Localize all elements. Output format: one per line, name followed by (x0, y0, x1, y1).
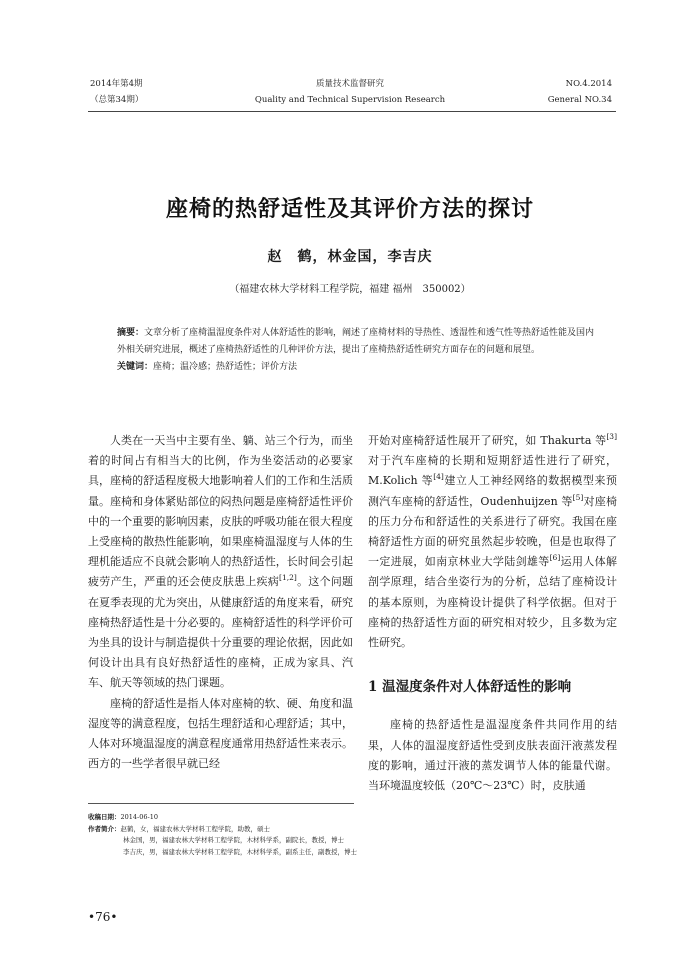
journal-title-en: Quality and Technical Supervision Research (254, 95, 446, 105)
footnote-divider (88, 803, 354, 804)
citation: [5] (572, 492, 584, 502)
citation: [4] (433, 472, 444, 482)
abstract-text: 文章分析了座椅温湿度条件对人体舒适性的影响，阐述了座椅材料的导热性、透湿性和透气性等热舒适性能及国内外相关研究进展，概述了座椅热舒适性的几种评价方法，提出了座椅热舒适性研究方面存在的问题和展望。 (117, 328, 595, 355)
paragraph-text: 对于汽车座椅的长期和短期舒适性进行了研究，M.Kolich 等 (368, 454, 617, 488)
paragraph-text: 建立人工神经网络的数据模型来预测汽车座椅的舒适性，Oudenhuijzen 等 (368, 474, 618, 508)
paragraph (368, 431, 617, 653)
paragraph: 座椅的舒适性是指人体对座椅的软、硬、角度和温湿度等的满意程度，包括生理舒适和心理舒适；其中，人体对环境温湿度的满意程度通常用热舒适性来表示。西方的一些学者很早就已经 (88, 696, 353, 771)
running-header-right (548, 76, 612, 108)
paragraph-text: 人类在一天当中主要有坐、躺、站三个行为，而坐着的时间占有相当大的比例，作为坐姿活动的必要家具，座椅的舒适程度极大地影响着人们的工作和生活质量。座椅和身体紧贴部位的闷热问题是座椅舒适性评价中的一个重要的影响因素，皮肤的呼吸功能在很大程度上受座椅的散热性能影响，如果座椅温湿度与人体的生理机能适应不良就会影响人的热舒适性，长时间会引起疲劳产生，严重的还会使皮肤患上疾病 (88, 434, 353, 589)
journal-title-cn: 质量技术监督研究 (315, 79, 384, 89)
paragraph-text: 运用人体解剖学原理，结合坐姿行为的分析，总结了座椅设计的基本原则，为座椅设计提供了科学依据。但对于座椅的热舒适性方面的研究相对较少，且多数为定性研究。 (368, 555, 618, 650)
total-issue: （总第34期） (90, 95, 144, 105)
author-list: 赵 鹤，林金国，李吉庆 (267, 249, 433, 265)
body-column-left (88, 431, 353, 774)
year-issue: 2014年第4期 (90, 79, 143, 89)
paragraph-text: 对座椅的压力分布和舒适性的关系进行了研究。我国在座椅舒适性方面的研究虽然起步较晚，但是也取得了一定进展，如南京林业大学陆剑雄等 (368, 494, 617, 569)
keywords-text: 座椅；温冷感；热舒适性；评价方法 (153, 362, 298, 372)
page-number: •76• (88, 910, 118, 924)
bio-label: 作者简介： (88, 824, 121, 833)
keywords (117, 359, 602, 376)
abstract (117, 325, 602, 359)
author-bio-line: 李吉庆，男，福建农林大学材料工程学院，木材科学系，副系主任，副教授，博士 (123, 847, 357, 856)
abstract-label: 摘要： (117, 328, 145, 338)
issue-number: NO.4.2014 (565, 79, 612, 89)
received-value: 2014-06-10 (120, 813, 158, 821)
abstract-block (117, 325, 602, 376)
paragraph-text: 。这个问题在夏季表现的尤为突出，从健康舒适的角度来看，研究座椅热舒适性是十分必要的。座椅舒适性的科学评价可为坐具的设计与制造提供十分重要的理论依据，因此如何设计出具有良好热舒适性的座椅，正成为家具、汽车、航天等领域的热门课题。 (88, 575, 354, 690)
paragraph-text: 开始对座椅舒适性展开了研究，如 Thakurta 等 (368, 434, 607, 447)
citation: [1,2] (279, 573, 297, 583)
author-bio (88, 824, 488, 836)
header-divider (88, 111, 616, 112)
affiliation: （福建农林大学材料工程学院，福建 福州 350002） (229, 284, 471, 295)
paragraph (88, 431, 353, 694)
keywords-label: 关键词： (117, 362, 154, 372)
paragraph: 座椅的热舒适性是温湿度条件共同作用的结果，人体的温湿度舒适性受到皮肤表面汗液蒸发程度的影响，通过汗液的蒸发调节人体的能量代谢。当环境温度较低（20℃～23℃）时，皮肤通 (368, 718, 617, 793)
received-date (88, 812, 488, 824)
received-label: 收稿日期： (88, 813, 121, 821)
author-bio-line: 林金国，男，福建农林大学材料工程学院，木材科学系，副院长，教授，博士 (123, 836, 344, 844)
footnote (88, 812, 488, 858)
section-heading: 1 温湿度条件对人体舒适性的影响 (368, 679, 572, 696)
citation: [6] (549, 553, 561, 563)
article-title: 座椅的热舒适性及其评价方法的探讨 (165, 197, 534, 222)
bio-line: 赵鹤，女，福建农林大学材料工程学院，助教，硕士 (120, 824, 270, 833)
citation: [3] (606, 432, 617, 441)
body-column-right (368, 431, 617, 796)
general-number: General NO.34 (547, 95, 612, 105)
